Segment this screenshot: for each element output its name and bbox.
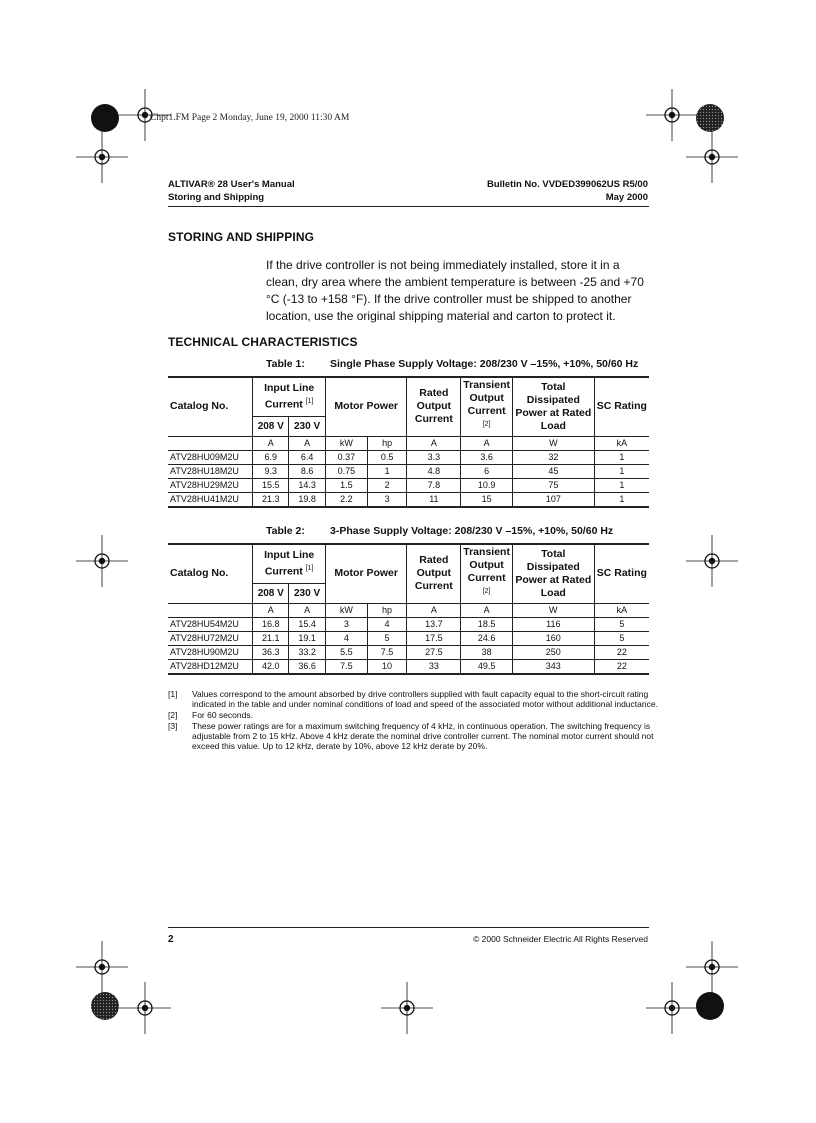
col-208v-header: 208 V — [253, 584, 289, 603]
unit-cell: hp — [367, 436, 407, 450]
table-cell: 7.8 — [407, 478, 461, 492]
crosshair-upper-right — [686, 131, 738, 183]
table-cell: 5 — [594, 631, 649, 645]
table-cell: 75 — [512, 478, 594, 492]
registration-dot-top-left — [91, 104, 119, 132]
table-cell: 7.5 — [367, 645, 407, 659]
col-input-line-header: Input Line Current [1] — [253, 544, 326, 584]
footnote-text: For 60 seconds. — [192, 710, 253, 720]
col-catalog-header: Catalog No. — [168, 377, 253, 436]
table-cell: 1 — [594, 450, 649, 464]
unit-cell: A — [407, 603, 461, 617]
table-cell: 116 — [512, 617, 594, 631]
col-dissipated-header: Total Dissipated Power at Rated Load — [512, 377, 594, 436]
unit-cell: W — [512, 436, 594, 450]
footnote-number: [3] — [168, 721, 178, 731]
manual-title: ALTIVAR® 28 User's Manual — [168, 179, 295, 190]
col-208v-header: 208 V — [253, 417, 289, 436]
table-row — [168, 617, 649, 631]
table-cell: 15 — [461, 492, 513, 507]
table-cell: 5.5 — [325, 645, 367, 659]
page-number: 2 — [168, 934, 174, 945]
table-cell: 10 — [367, 659, 407, 674]
registration-dot-bottom-left — [91, 992, 119, 1020]
units-row — [168, 603, 649, 617]
unit-cell: A — [461, 603, 513, 617]
table-cell: 1 — [367, 464, 407, 478]
table-cell: 160 — [512, 631, 594, 645]
col-transient-header: Transient Output Current [2] — [461, 544, 513, 603]
col-motor-power-header: Motor Power — [325, 377, 406, 436]
unit-cell: kA — [594, 436, 649, 450]
table-cell: 6 — [461, 464, 513, 478]
unit-cell: kA — [594, 603, 649, 617]
unit-cell: A — [289, 436, 326, 450]
table2-label: Table 2: — [266, 525, 305, 537]
table-cell: 14.3 — [289, 478, 326, 492]
table-cell: 21.1 — [253, 631, 289, 645]
table-cell: 22 — [594, 659, 649, 674]
running-header-right — [487, 178, 648, 204]
crosshair-top-right — [646, 89, 698, 141]
crosshair-bottom-right — [646, 982, 698, 1034]
table1-caption — [266, 358, 638, 370]
col-transient-header: Transient Output Current [2] — [461, 377, 513, 436]
table-cell: 18.5 — [461, 617, 513, 631]
table2 — [168, 543, 649, 675]
table-cell: 4.8 — [407, 464, 461, 478]
table-row — [168, 450, 649, 464]
table-cell: 45 — [512, 464, 594, 478]
table-cell: ATV28HU72M2U — [168, 631, 253, 645]
unit-cell: A — [461, 436, 513, 450]
table2-title: 3-Phase Supply Voltage: 208/230 V –15%, +10%, 50/60 Hz — [330, 525, 614, 537]
table-cell: ATV28HU09M2U — [168, 450, 253, 464]
table2-caption — [266, 525, 613, 537]
header-rule — [168, 206, 649, 207]
footnote-1 — [168, 689, 658, 709]
table-cell: 107 — [512, 492, 594, 507]
table-cell: 16.8 — [253, 617, 289, 631]
table-cell: 5 — [367, 631, 407, 645]
table1-label: Table 1: — [266, 358, 305, 370]
unit-cell: kW — [325, 436, 367, 450]
footnote-number: [1] — [168, 689, 178, 699]
table-row — [168, 659, 649, 674]
table-cell: 3 — [367, 492, 407, 507]
table-row — [168, 478, 649, 492]
crosshair-upper-left — [76, 131, 128, 183]
col-dissipated-header: Total Dissipated Power at Rated Load — [512, 544, 594, 603]
table-cell: 4 — [325, 631, 367, 645]
col-input-line-header: Input Line Current [1] — [253, 377, 326, 417]
footer-rule — [168, 927, 649, 928]
table-cell: 2 — [367, 478, 407, 492]
copyright-notice: © 2000 Schneider Electric All Rights Reserved — [473, 934, 648, 944]
crosshair-mid-right — [686, 535, 738, 587]
table-cell: 250 — [512, 645, 594, 659]
table-cell: 0.37 — [325, 450, 367, 464]
table-cell: 11 — [407, 492, 461, 507]
units-row — [168, 436, 649, 450]
table-cell: 9.3 — [253, 464, 289, 478]
table-cell: 3 — [325, 617, 367, 631]
table-cell: 1.5 — [325, 478, 367, 492]
table-cell: 36.3 — [253, 645, 289, 659]
table-cell: 42.0 — [253, 659, 289, 674]
table-cell: 13.7 — [407, 617, 461, 631]
col-rated-output-header: Rated Output Current — [407, 377, 461, 436]
footnotes — [168, 689, 658, 752]
table-cell: 0.5 — [367, 450, 407, 464]
table-cell: ATV28HU29M2U — [168, 478, 253, 492]
table-cell: 49.5 — [461, 659, 513, 674]
col-sc-rating-header: SC Rating — [594, 544, 649, 603]
col-motor-power-header: Motor Power — [325, 544, 406, 603]
section-heading-storing: STORING AND SHIPPING — [168, 230, 315, 244]
registration-dot-top-right — [696, 104, 724, 132]
unit-cell: A — [253, 436, 289, 450]
col-rated-output-header: Rated Output Current — [407, 544, 461, 603]
table-cell: 5 — [594, 617, 649, 631]
table-row — [168, 645, 649, 659]
unit-cell: hp — [367, 603, 407, 617]
table-cell: 38 — [461, 645, 513, 659]
crosshair-lower-right — [686, 941, 738, 993]
unit-cell: W — [512, 603, 594, 617]
table-cell: 343 — [512, 659, 594, 674]
col-sc-rating-header: SC Rating — [594, 377, 649, 436]
table-cell: 1 — [594, 492, 649, 507]
footnote-2 — [168, 710, 658, 720]
table-cell: 8.6 — [289, 464, 326, 478]
page-slug: Chpt1.FM Page 2 Monday, June 19, 2000 11:30 AM — [150, 113, 350, 123]
table-cell: ATV28HU90M2U — [168, 645, 253, 659]
section-heading-technical: TECHNICAL CHARACTERISTICS — [168, 335, 358, 349]
col-230v-header: 230 V — [289, 417, 326, 436]
unit-cell: A — [253, 603, 289, 617]
table-cell: 19.8 — [289, 492, 326, 507]
table-row — [168, 631, 649, 645]
table-cell: 3.6 — [461, 450, 513, 464]
table-cell: 10.9 — [461, 478, 513, 492]
table-cell: 7.5 — [325, 659, 367, 674]
table-cell: 33 — [407, 659, 461, 674]
table-cell: 32 — [512, 450, 594, 464]
table-cell: 6.9 — [253, 450, 289, 464]
table-cell: 27.5 — [407, 645, 461, 659]
table1-title: Single Phase Supply Voltage: 208/230 V –15%, +10%, 50/60 Hz — [330, 358, 639, 370]
table-cell: 24.6 — [461, 631, 513, 645]
table-cell: 17.5 — [407, 631, 461, 645]
table-cell: ATV28HD12M2U — [168, 659, 253, 674]
crosshair-bottom-left — [119, 982, 171, 1034]
table-cell: ATV28HU41M2U — [168, 492, 253, 507]
table-cell: 1 — [594, 478, 649, 492]
footnote-text: Values correspond to the amount absorbed by drive controllers supplied with fault capacity equal to the short-circuit rating indicated in the table and under nominal conditions of load and speed of the associated motor without additional inductance. — [192, 689, 658, 709]
table-cell: 33.2 — [289, 645, 326, 659]
crosshair-bottom-center — [381, 982, 433, 1034]
table-cell: 4 — [367, 617, 407, 631]
col-230v-header: 230 V — [289, 584, 326, 603]
table-row — [168, 492, 649, 507]
table-cell: ATV28HU54M2U — [168, 617, 253, 631]
table-row — [168, 464, 649, 478]
crosshair-mid-left — [76, 535, 128, 587]
table-cell: 15.4 — [289, 617, 326, 631]
unit-cell: A — [289, 603, 326, 617]
unit-cell: A — [407, 436, 461, 450]
table-cell: 3.3 — [407, 450, 461, 464]
chapter-title: Storing and Shipping — [168, 192, 265, 203]
table-cell: 22 — [594, 645, 649, 659]
footnote-number: [2] — [168, 710, 178, 720]
registration-dot-bottom-right — [696, 992, 724, 1020]
bulletin-number: Bulletin No. VVDED399062US R5/00 — [486, 179, 648, 190]
table-cell: 15.5 — [253, 478, 289, 492]
footnote-3 — [168, 721, 658, 751]
table-cell: 6.4 — [289, 450, 326, 464]
running-header-left — [168, 178, 295, 204]
table-cell: 1 — [594, 464, 649, 478]
publish-date: May 2000 — [605, 192, 648, 203]
unit-cell: kW — [325, 603, 367, 617]
table-cell: 0.75 — [325, 464, 367, 478]
table-cell: 21.3 — [253, 492, 289, 507]
crosshair-lower-left — [76, 941, 128, 993]
col-catalog-header: Catalog No. — [168, 544, 253, 603]
table-cell: 19.1 — [289, 631, 326, 645]
table-cell: 2.2 — [325, 492, 367, 507]
storing-paragraph: If the drive controller is not being immediately installed, store it in a clean, dry area where the ambient temperature is between -25 and +70 °C (-13 to +158 °F). If the drive controller must be shipped to another location, use the original shipping material and carton to protect it. — [266, 258, 644, 323]
table-cell: 36.6 — [289, 659, 326, 674]
footnote-text: These power ratings are for a maximum switching frequency of 4 kHz, in continuous operation. The switching frequency is adjustable from 2 to 15 kHz. Above 4 kHz derate the nominal drive controller current. The nominal motor current should not exceed this value. Up to 12 kHz, derate by 10%, above 12 kHz derate by 20%. — [192, 721, 654, 751]
table-cell: ATV28HU18M2U — [168, 464, 253, 478]
table1 — [168, 376, 649, 508]
